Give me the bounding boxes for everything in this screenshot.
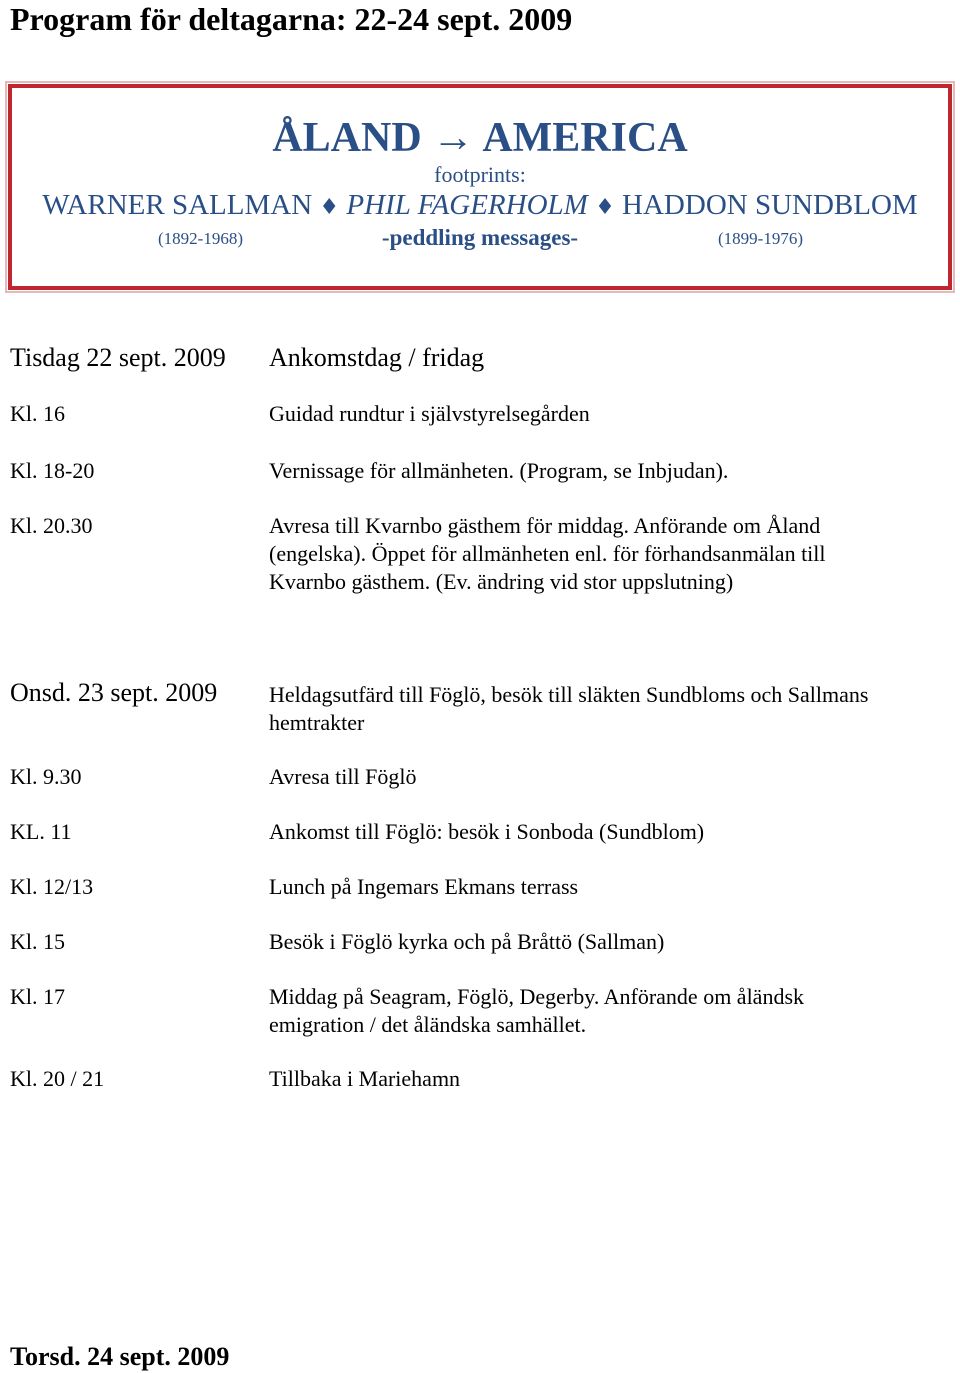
program-item: Tillbaka i Mariehamn (269, 1066, 461, 1091)
program-item: Middag på Seagram, Föglö, Degerby. Anförande om åländsk emigration / det åländska samhället. (269, 984, 805, 1037)
day-heading-thursday: Torsd. 24 sept. 2009 (10, 1342, 230, 1371)
time-label: Kl. 20 / 21 (10, 1066, 105, 1091)
banner-title: ÅLAND → AMERICA (272, 115, 688, 161)
program-item: Guidad rundtur i självstyrelsegården (269, 401, 590, 426)
banner-footprints: footprints: (434, 162, 526, 187)
diamond-icon: ♦ (595, 195, 615, 220)
time-label: Kl. 16 (10, 401, 65, 426)
name-warner-sallman: WARNER SALLMAN (42, 189, 313, 221)
banner-peddling: -peddling messages- (381, 225, 579, 250)
program-item: Vernissage för allmänheten. (Program, se Inbjudan). (269, 458, 729, 483)
years-sallman: (1892-1968) (158, 229, 243, 248)
page-title: Program för deltagarna: 22-24 sept. 2009 (10, 1, 573, 37)
time-label: KL. 11 (10, 819, 72, 844)
day-heading-wednesday: Onsd. 23 sept. 2009 (10, 678, 218, 707)
day-heading-tuesday: Tisdag 22 sept. 2009 (10, 343, 226, 372)
day-subtitle-tuesday: Ankomstdag / fridag (269, 343, 485, 372)
event-banner (8, 84, 952, 290)
time-label: Kl. 9.30 (10, 764, 82, 789)
day-subtitle-wednesday: Heldagsutfärd till Föglö, besök till släkten Sundbloms och Sallmans hemtrakter (269, 682, 869, 735)
years-sundblom: (1899-1976) (718, 229, 803, 248)
name-haddon-sundblom: HADDON SUNDBLOM (622, 189, 918, 221)
program-item: Ankomst till Föglö: besök i Sonboda (Sundblom) (269, 819, 705, 844)
banner-names (12, 188, 948, 225)
program-item: Lunch på Ingemars Ekmans terrass (269, 874, 579, 899)
time-label: Kl. 15 (10, 929, 65, 954)
time-label: Kl. 18-20 (10, 458, 95, 483)
program-item: Avresa till Föglö (269, 764, 417, 789)
time-label: Kl. 17 (10, 984, 65, 1009)
time-label: Kl. 20.30 (10, 513, 93, 538)
diamond-icon: ♦ (319, 195, 340, 220)
program-item: Avresa till Kvarnbo gästhem för middag. Anförande om Åland (engelska). Öppet för allmänheten enl. för förhandsanmälan till Kvarnbo gästhem. (Ev. ändring vid stor uppslutning) (269, 513, 826, 594)
time-label: Kl. 12/13 (10, 874, 94, 899)
name-phil-fagerholm: PHIL FAGERHOLM (346, 189, 588, 221)
program-item: Besök i Föglö kyrka och på Bråttö (Sallman) (269, 929, 665, 954)
